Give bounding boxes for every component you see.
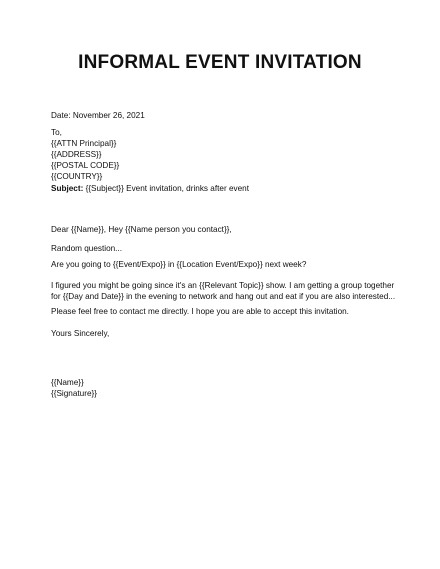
- figured-text: I figured you might be going since it's an {{Relevant Topic}} show. I am getting a group together for {{Day and Date}} in the evening to network and hang out and eat if you are also interested...: [51, 281, 396, 301]
- paragraph-going: [51, 259, 401, 270]
- subject-line: [51, 183, 401, 194]
- subject-text: {{Subject}} Event invitation, drinks after event: [83, 184, 249, 193]
- signature-placeholder: {{Signature}}: [51, 389, 97, 398]
- recipient-address-block: [51, 127, 401, 182]
- signature-block: [51, 377, 401, 399]
- letter-date: [51, 110, 401, 121]
- recipient-address: {{ADDRESS}}: [51, 150, 102, 159]
- subject-label: Subject:: [51, 184, 84, 193]
- paragraph-contact: [51, 306, 401, 317]
- contact-text: Please feel free to contact me directly. I hope you are able to accept this invitation.: [51, 307, 349, 316]
- recipient-country: {{COUNTRY}}: [51, 172, 103, 181]
- closing-text: Yours Sincerely,: [51, 329, 110, 338]
- greeting-line: [51, 224, 401, 235]
- paragraph-question: [51, 243, 401, 254]
- greeting-text: Dear {{Name}}, Hey {{Name person you contact}},: [51, 225, 232, 234]
- going-text: Are you going to {{Event/Expo}} in {{Location Event/Expo}} next week?: [51, 260, 307, 269]
- recipient-attn: {{ATTN Principal}}: [51, 139, 117, 148]
- date-text: Date: November 26, 2021: [51, 111, 145, 120]
- closing-line: [51, 328, 401, 339]
- document-title: INFORMAL EVENT INVITATION: [78, 52, 362, 73]
- paragraph-figured: [51, 280, 401, 302]
- question-text: Random question...: [51, 244, 123, 253]
- recipient-postal-code: {{POSTAL CODE}}: [51, 161, 120, 170]
- recipient-to: To,: [51, 128, 62, 137]
- signature-name: {{Name}}: [51, 378, 84, 387]
